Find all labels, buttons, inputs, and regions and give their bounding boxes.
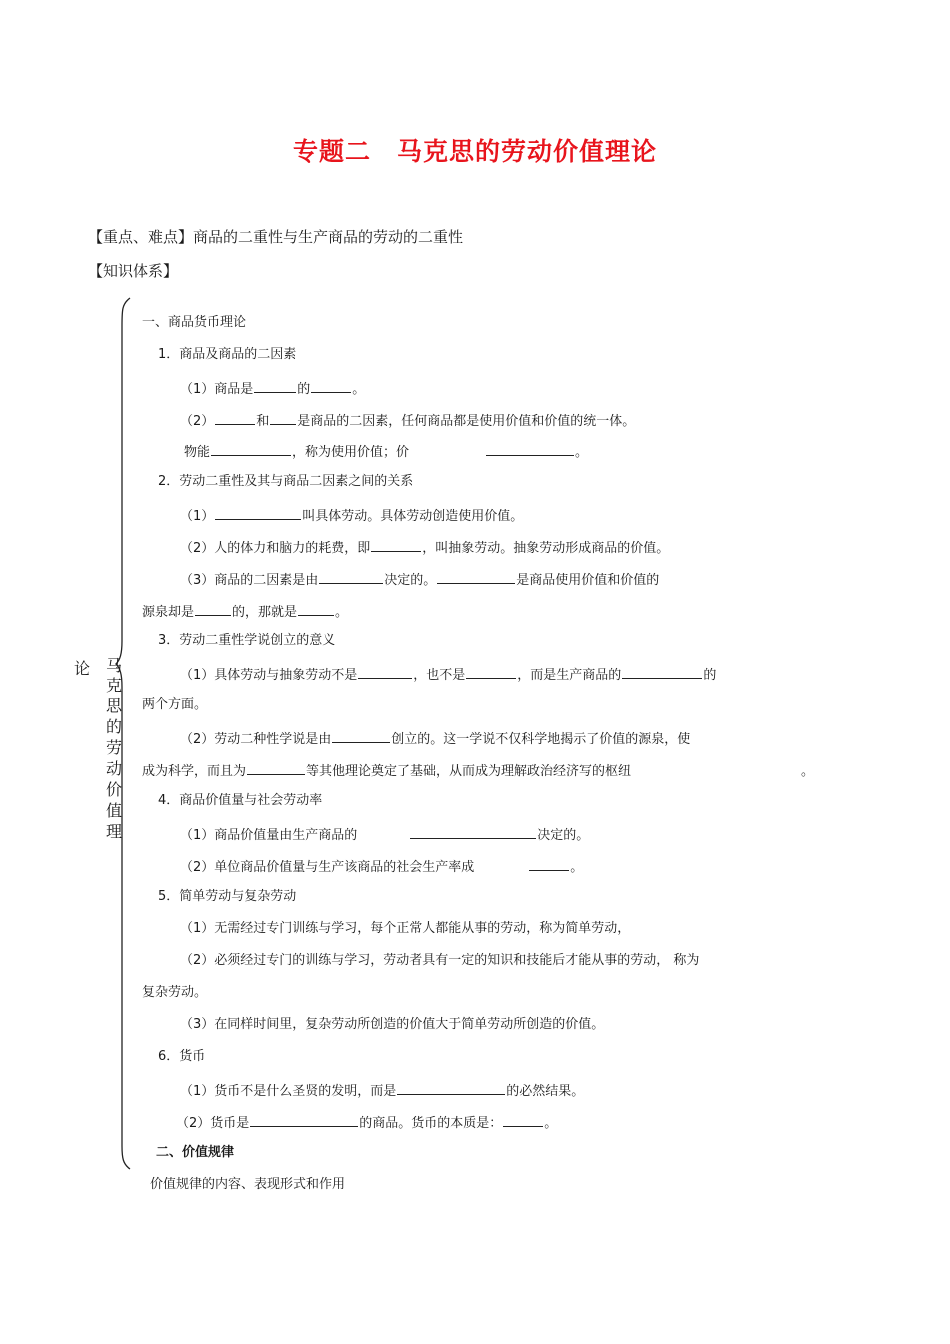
vertical-char: 马: [106, 656, 123, 675]
text-line: （2）人的体力和脑力的耗费，即 ，叫抽象劳动。抽象劳动形成商品的价值。: [180, 537, 669, 558]
fill-blank[interactable]: [371, 537, 421, 552]
subsection-heading: 5．简单劳动与复杂劳动: [158, 889, 297, 904]
fill-blank[interactable]: [215, 505, 301, 520]
vertical-char: 价: [106, 780, 123, 799]
fill-blank[interactable]: [622, 664, 702, 679]
fill-blank[interactable]: [319, 569, 383, 584]
text-line: （1） 叫具体劳动。具体劳动创造使用价值。: [180, 505, 523, 526]
subsection-heading: 4．商品价值量与社会劳动率: [158, 793, 323, 808]
system-heading: 【知识体系】: [88, 262, 179, 280]
fill-blank[interactable]: [503, 1112, 543, 1127]
fill-blank[interactable]: [254, 378, 296, 393]
side-label: 论: [74, 659, 91, 678]
text-line: 两个方面。: [142, 697, 208, 712]
text-line: （2）必须经过专门的训练与学习，劳动者具有一定的知识和技能后才能从事的劳动， 称为: [180, 953, 700, 968]
vertical-char: 克: [106, 676, 123, 695]
subsection-heading: 6．货币: [158, 1049, 206, 1064]
fill-blank[interactable]: [397, 1080, 505, 1095]
fill-blank[interactable]: [529, 856, 569, 871]
text-line: （2）货币是 的商品。货币的本质是： 。: [176, 1112, 557, 1133]
vertical-char: 理: [106, 822, 123, 841]
text-line: 物能 ，称为使用价值；价 。: [184, 441, 588, 462]
fill-blank[interactable]: [298, 601, 334, 616]
section-heading: 一、商品货币理论: [142, 315, 247, 330]
subsection-heading: 2．劳动二重性及其与商品二因素之间的关系: [158, 474, 414, 489]
vertical-char: 思: [106, 696, 123, 715]
text-line: （2）单位商品价值量与生产该商品的社会生产率成 。: [180, 856, 583, 877]
text-line: （1）具体劳动与抽象劳动不是 ，也不是 ，而是生产商品的 的: [180, 664, 716, 685]
vertical-char: 值: [106, 801, 123, 820]
text-line: 源泉却是 的，那就是 。: [142, 601, 348, 622]
fill-blank[interactable]: [466, 664, 516, 679]
text-line: （2） 和 是商品的二因素，任何商品都是使用价值和价值的统一体。: [180, 410, 635, 431]
vertical-char: 劳: [106, 738, 123, 757]
text-line: 价值规律的内容、表现形式和作用: [150, 1177, 346, 1192]
fill-blank[interactable]: [211, 441, 291, 456]
fill-blank[interactable]: [410, 824, 536, 839]
fill-blank[interactable]: [247, 760, 305, 775]
text-line: （2）劳动二种性学说是由 创立的。这一学说不仅科学地揭示了价值的源泉，使: [180, 728, 690, 749]
text-line: （1）商品是 的 。: [180, 378, 365, 399]
fill-blank[interactable]: [311, 378, 351, 393]
text-line: 复杂劳动。: [142, 985, 208, 1000]
text-line: 成为科学，而且为 等其他理论奠定了基础，从而成为理解政治经济写的枢纽 。: [142, 760, 814, 781]
fill-blank[interactable]: [486, 441, 574, 456]
subsection-heading: 3．劳动二重性学说创立的意义: [158, 633, 336, 648]
fill-blank[interactable]: [195, 601, 231, 616]
text-line: （1）无需经过专门训练与学习，每个正常人都能从事的劳动，称为简单劳动，: [180, 921, 631, 936]
subsection-heading: 1．商品及商品的二因素: [158, 347, 297, 362]
section-heading: 二、价值规律: [156, 1145, 235, 1160]
fill-blank[interactable]: [437, 569, 515, 584]
text-line: （1）货币不是什么圣贤的发明，而是 的必然结果。: [180, 1080, 584, 1101]
text-line: （1）商品价值量由生产商品的 决定的。: [180, 824, 589, 845]
text-line: （3）商品的二因素是由 决定的。 是商品使用价值和价值的: [180, 569, 659, 590]
text-line: （3）在同样时间里，复杂劳动所创造的价值大于简单劳动所创造的价值。: [180, 1017, 605, 1032]
vertical-char: 的: [106, 717, 123, 736]
fill-blank[interactable]: [250, 1112, 358, 1127]
fill-blank[interactable]: [270, 410, 296, 425]
fill-blank[interactable]: [215, 410, 255, 425]
page-title: 专题二 马克思的劳动价值理论: [292, 137, 657, 166]
vertical-char: 动: [106, 759, 123, 778]
focus-line: 【重点、难点】商品的二重性与生产商品的劳动的二重性: [88, 228, 464, 246]
fill-blank[interactable]: [332, 728, 390, 743]
fill-blank[interactable]: [358, 664, 412, 679]
